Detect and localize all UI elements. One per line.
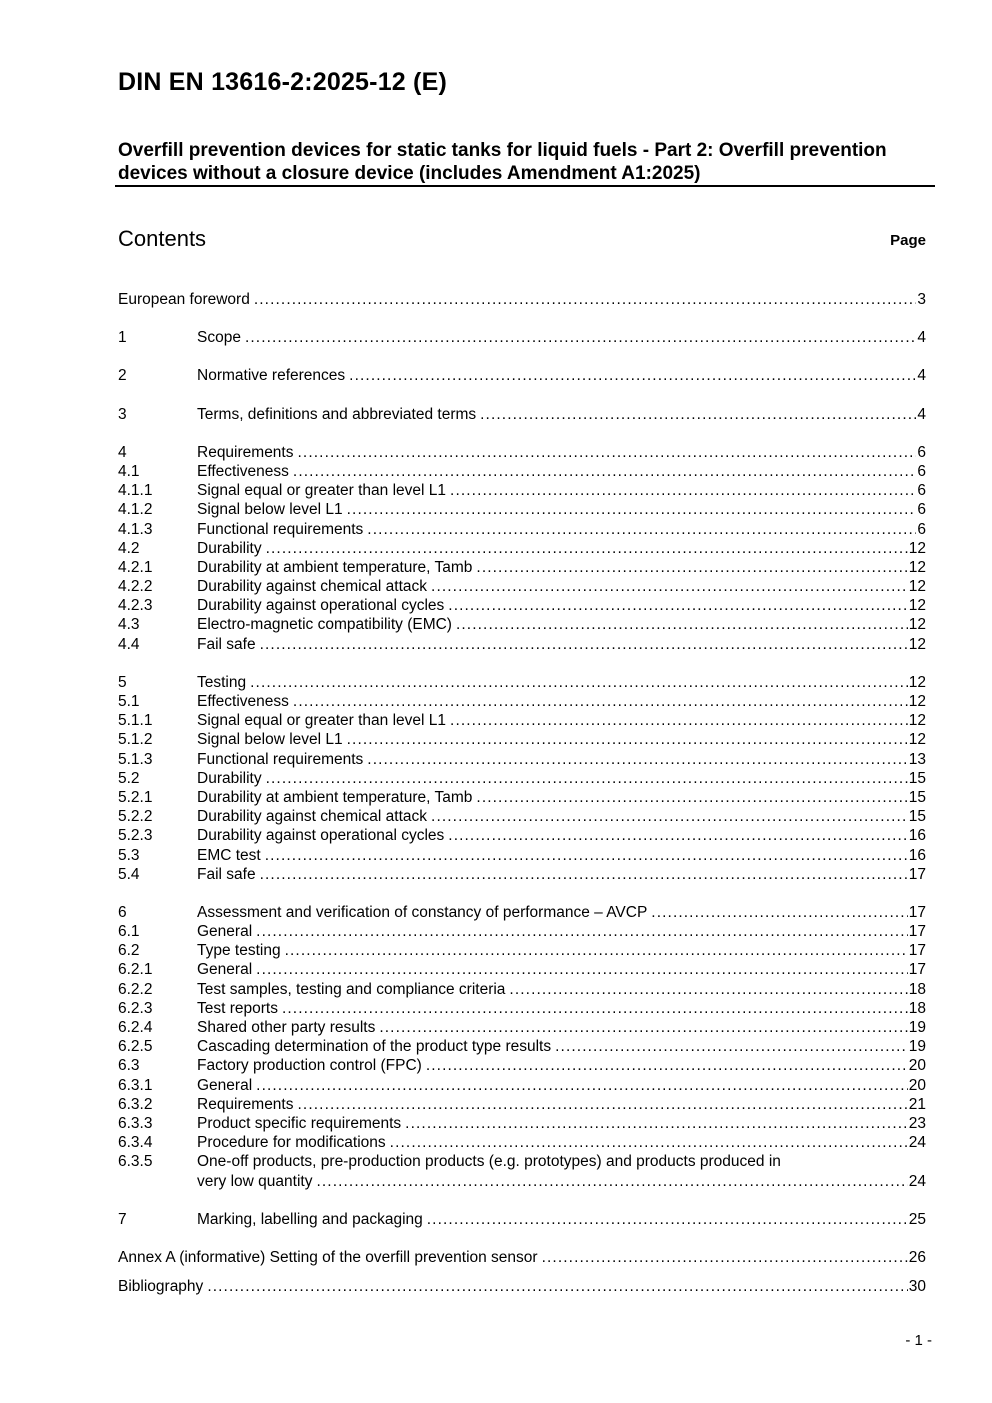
toc-entry[interactable] <box>118 462 926 481</box>
toc-dot-leader <box>448 596 907 615</box>
toc-entry[interactable] <box>118 692 926 711</box>
toc-entry[interactable] <box>118 520 926 539</box>
toc-entry[interactable] <box>118 730 926 749</box>
toc-dot-leader <box>476 788 907 807</box>
toc-entry-title: General <box>197 961 253 979</box>
toc-entry-page: 18 <box>908 999 926 1017</box>
toc-entry[interactable] <box>118 1095 926 1114</box>
toc-entry-title: Durability <box>197 769 262 787</box>
toc-dot-leader <box>367 750 907 769</box>
toc-entry-number: 4.4 <box>118 635 140 653</box>
toc-entry-title: Bibliography <box>118 1278 204 1296</box>
toc-entry-title-continued: very low quantity <box>197 1172 313 1190</box>
table-of-contents <box>118 290 926 1296</box>
toc-entry-page: 4 <box>917 405 926 423</box>
toc-entry-number: 6.3 <box>118 1057 140 1075</box>
toc-entry-number: 4 <box>118 443 127 461</box>
toc-entry-number: 5.3 <box>118 846 140 864</box>
toc-entry-page: 6 <box>917 520 926 538</box>
toc-entry[interactable] <box>118 673 926 692</box>
toc-entry[interactable] <box>118 539 926 558</box>
toc-entry-page: 21 <box>908 1095 926 1113</box>
toc-dot-leader <box>316 1172 907 1191</box>
toc-entry-title: Annex A (informative) Setting of the overfill prevention sensor <box>118 1248 538 1266</box>
toc-entry[interactable] <box>118 615 926 634</box>
toc-entry-title: Functional requirements <box>197 520 364 538</box>
title-rule <box>115 185 935 187</box>
toc-entry-number: 5.1.2 <box>118 731 153 749</box>
toc-entry-page: 19 <box>908 1019 926 1036</box>
toc-dot-leader <box>555 1037 908 1056</box>
toc-entry-page: 17 <box>908 942 926 960</box>
toc-entry-page: 17 <box>908 903 926 921</box>
toc-entry-page: 23 <box>908 1114 926 1132</box>
toc-dot-leader <box>509 980 907 999</box>
toc-dot-leader <box>250 673 908 692</box>
toc-entry[interactable] <box>118 1152 926 1190</box>
page-column-heading: Page <box>890 232 926 249</box>
toc-entry-title: Durability at ambient temperature, Tamb <box>197 788 473 806</box>
toc-entry-page: 4 <box>917 367 926 385</box>
toc-entry-title: Test samples, testing and compliance criteria <box>197 980 506 998</box>
toc-entry[interactable] <box>118 577 926 596</box>
toc-entry-number: 5.2.1 <box>118 788 153 806</box>
toc-entry-page: 20 <box>908 1076 926 1094</box>
toc-entry-page: 6 <box>917 482 926 500</box>
toc-entry[interactable] <box>118 1114 926 1133</box>
toc-entry-title: Signal below level L1 <box>197 501 343 519</box>
toc-entry-page: 25 <box>908 1210 926 1228</box>
toc-entry[interactable] <box>118 807 926 826</box>
toc-entry-number: 1 <box>118 329 127 347</box>
toc-entry[interactable] <box>118 328 926 347</box>
toc-entry[interactable] <box>118 558 926 577</box>
toc-entry-page: 12 <box>908 597 926 615</box>
toc-dot-leader <box>390 1133 908 1152</box>
toc-entry-number: 6.3.1 <box>118 1076 153 1094</box>
toc-entry-title: Fail safe <box>197 865 256 883</box>
toc-entry-number: 6.2.5 <box>118 1038 153 1056</box>
page-number: - 1 - <box>905 1332 932 1349</box>
toc-entry[interactable] <box>118 941 926 960</box>
toc-entry-number: 6.3.5 <box>118 1153 153 1171</box>
toc-entry-page: 4 <box>917 329 926 347</box>
toc-entry-number: 7 <box>118 1210 127 1228</box>
toc-entry-page: 12 <box>908 731 926 749</box>
toc-entry[interactable] <box>118 788 926 807</box>
toc-entry-title: Functional requirements <box>197 750 364 768</box>
toc-entry-title: Requirements <box>197 443 294 461</box>
toc-entry-title: EMC test <box>197 846 261 864</box>
toc-entry-title: Effectiveness <box>197 462 289 480</box>
toc-entry-page: 17 <box>908 923 926 941</box>
toc-entry-number: 4.2 <box>118 539 140 557</box>
toc-entry-number: 6.3.4 <box>118 1134 153 1152</box>
toc-entry-page: 18 <box>908 980 926 998</box>
toc-entry-title: General <box>197 1076 253 1094</box>
toc-entry-number: 4.2.3 <box>118 597 153 615</box>
toc-entry-page: 17 <box>908 961 926 979</box>
toc-entry[interactable] <box>118 1076 926 1095</box>
toc-dot-leader <box>379 1018 907 1037</box>
toc-entry-page: 17 <box>908 865 926 883</box>
document-title: Overfill prevention devices for static tanks for liquid fuels - Part 2: Overfill prevention devices without a closure device (includes Amendment A1:2025) <box>118 140 887 184</box>
toc-dot-leader <box>651 903 907 922</box>
toc-entry-page: 12 <box>908 558 926 576</box>
toc-dot-leader <box>450 481 916 500</box>
toc-dot-leader <box>266 769 908 788</box>
toc-entry-title: Test reports <box>197 999 278 1017</box>
toc-entry-number: 6.2.2 <box>118 980 153 998</box>
contents-heading: Contents <box>118 226 207 251</box>
toc-dot-leader <box>456 615 908 634</box>
toc-dot-leader <box>265 846 908 865</box>
toc-entry[interactable] <box>118 481 926 500</box>
toc-dot-leader <box>256 960 908 979</box>
toc-entry-number: 5 <box>118 673 127 691</box>
toc-entry-number: 6.3.3 <box>118 1114 153 1132</box>
toc-entry[interactable] <box>118 290 926 309</box>
toc-entry[interactable] <box>118 1056 926 1075</box>
toc-dot-leader <box>347 500 917 519</box>
toc-entry[interactable] <box>118 1133 926 1152</box>
toc-entry[interactable] <box>118 750 926 769</box>
toc-entry-number: 4.2.1 <box>118 558 153 576</box>
document-id: DIN EN 13616-2:2025-12 (E) <box>118 68 447 96</box>
toc-entry-title: Durability against operational cycles <box>197 597 445 615</box>
toc-entry-number: 6.3.2 <box>118 1095 153 1113</box>
toc-entry-number: 6.1 <box>118 923 140 941</box>
toc-dot-leader <box>266 539 908 558</box>
toc-dot-leader <box>298 1095 908 1114</box>
toc-dot-leader <box>450 711 908 730</box>
toc-dot-leader <box>405 1114 908 1133</box>
toc-entry-number: 6.2.4 <box>118 1019 153 1036</box>
toc-entry-number: 6.2.3 <box>118 999 153 1017</box>
toc-entry-page: 19 <box>908 1038 926 1056</box>
toc-entry-title: Normative references <box>197 367 346 385</box>
toc-dot-leader <box>256 1076 908 1095</box>
toc-dot-leader <box>431 577 908 596</box>
toc-entry[interactable] <box>118 500 926 519</box>
toc-entry-page: 12 <box>908 578 926 596</box>
toc-entry[interactable] <box>118 1037 926 1056</box>
toc-entry-page: 12 <box>908 712 926 730</box>
toc-entry-number: 5.4 <box>118 865 140 883</box>
toc-entry-number: 2 <box>118 367 127 385</box>
toc-entry-title: Signal equal or greater than level L1 <box>197 712 447 730</box>
toc-entry-title: Factory production control (FPC) <box>197 1057 422 1075</box>
toc-dot-leader <box>367 520 916 539</box>
toc-entry-number: 6.2 <box>118 942 140 960</box>
toc-entry-title: Signal below level L1 <box>197 731 343 749</box>
toc-entry-number: 6.2.1 <box>118 961 153 979</box>
toc-entry[interactable] <box>118 922 926 941</box>
toc-entry-title: Requirements <box>197 1095 294 1113</box>
toc-dot-leader <box>282 999 908 1018</box>
toc-entry-number: 5.2.2 <box>118 808 153 826</box>
toc-entry[interactable] <box>118 366 926 385</box>
toc-entry[interactable] <box>118 1277 926 1296</box>
toc-entry-title: Type testing <box>197 942 281 960</box>
toc-dot-leader <box>254 290 917 309</box>
toc-entry-number: 4.1.1 <box>118 482 153 500</box>
toc-entry-title: Scope <box>197 329 241 347</box>
toc-dot-leader <box>293 462 916 481</box>
toc-entry-title: Effectiveness <box>197 693 289 710</box>
toc-entry-number: 4.1.3 <box>118 520 153 538</box>
toc-entry-title: Testing <box>197 673 247 691</box>
toc-entry-page: 16 <box>908 827 926 845</box>
toc-entry[interactable] <box>118 865 926 884</box>
toc-entry-page: 6 <box>917 443 926 461</box>
toc-entry[interactable] <box>118 596 926 615</box>
toc-dot-leader <box>260 865 908 884</box>
toc-dot-leader <box>245 328 916 347</box>
toc-entry-title: Fail safe <box>197 635 256 653</box>
toc-entry[interactable] <box>118 1248 926 1267</box>
toc-entry-number: 5.1.3 <box>118 750 153 768</box>
toc-entry-title: Durability against chemical attack <box>197 578 428 596</box>
toc-entry-page: 30 <box>908 1278 926 1296</box>
toc-entry-number: 4.2.2 <box>118 578 153 596</box>
toc-dot-leader <box>256 922 908 941</box>
toc-entry[interactable] <box>118 903 926 922</box>
toc-entry-page: 12 <box>908 635 926 653</box>
toc-entry[interactable] <box>118 769 926 788</box>
toc-entry-number: 5.2 <box>118 769 140 787</box>
toc-entry-title: Shared other party results <box>197 1019 376 1036</box>
toc-entry-page: 6 <box>917 501 926 519</box>
toc-entry-number: 5.2.3 <box>118 827 153 845</box>
toc-entry-page: 6 <box>917 462 926 480</box>
toc-entry[interactable] <box>118 1018 926 1037</box>
toc-entry-number: 4.3 <box>118 616 140 634</box>
toc-entry-page: 15 <box>908 788 926 806</box>
toc-entry-title: Product specific requirements <box>197 1114 402 1132</box>
toc-entry[interactable] <box>118 846 926 865</box>
toc-entry-page: 15 <box>908 769 926 787</box>
toc-entry[interactable] <box>118 1210 926 1229</box>
toc-entry-page: 16 <box>908 846 926 864</box>
toc-dot-leader <box>260 635 908 654</box>
toc-entry-page: 20 <box>908 1057 926 1075</box>
toc-entry[interactable] <box>118 711 926 730</box>
toc-entry-page: 24 <box>908 1134 926 1152</box>
toc-entry-page: 12 <box>908 673 926 691</box>
toc-dot-leader <box>448 826 907 845</box>
toc-entry[interactable] <box>118 443 926 462</box>
toc-entry-number: 3 <box>118 405 127 423</box>
toc-entry-number: 6 <box>118 903 127 921</box>
toc-entry-page: 13 <box>908 750 926 768</box>
toc-entry-page: 24 <box>908 1172 926 1190</box>
toc-entry-page: 15 <box>908 808 926 826</box>
toc-dot-leader <box>542 1248 908 1267</box>
toc-dot-leader <box>476 558 907 577</box>
toc-entry[interactable] <box>118 960 926 979</box>
toc-entry-title: Electro-magnetic compatibility (EMC) <box>197 616 452 634</box>
toc-dot-leader <box>349 366 916 385</box>
toc-entry-number: 4.1.2 <box>118 501 153 519</box>
toc-entry-number: 5.1.1 <box>118 712 153 730</box>
toc-dot-leader <box>426 1056 908 1075</box>
toc-dot-leader <box>207 1277 907 1296</box>
toc-entry-title: Signal equal or greater than level L1 <box>197 482 447 500</box>
toc-dot-leader <box>347 730 908 749</box>
toc-entry[interactable] <box>118 980 926 999</box>
toc-entry-title: Terms, definitions and abbreviated terms <box>197 405 477 423</box>
toc-entry-page: 12 <box>908 693 926 710</box>
toc-entry-page: 12 <box>908 616 926 634</box>
toc-entry-page: 26 <box>908 1248 926 1266</box>
toc-entry-title: Durability against chemical attack <box>197 808 428 826</box>
toc-entry[interactable] <box>118 405 926 424</box>
toc-entry-number: 4.1 <box>118 462 140 480</box>
toc-entry-title: European foreword <box>118 291 250 308</box>
toc-entry-title: Assessment and verification of constancy of performance – AVCP <box>197 903 648 921</box>
toc-entry-title: Durability at ambient temperature, Tamb <box>197 558 473 576</box>
toc-entry-title: General <box>197 923 253 941</box>
toc-entry-title: One-off products, pre-production products (e.g. prototypes) and products produced in <box>197 1153 781 1171</box>
toc-entry[interactable] <box>118 635 926 654</box>
toc-entry-page: 3 <box>917 291 926 308</box>
toc-dot-leader <box>480 405 916 424</box>
toc-dot-leader <box>298 443 917 462</box>
toc-entry-title: Procedure for modifications <box>197 1134 386 1152</box>
toc-entry-number: 5.1 <box>118 693 140 710</box>
toc-entry[interactable] <box>118 999 926 1018</box>
toc-dot-leader <box>293 692 908 711</box>
toc-entry-title: Durability <box>197 539 262 557</box>
toc-dot-leader <box>427 1210 908 1229</box>
toc-entry-page: 12 <box>908 539 926 557</box>
toc-entry[interactable] <box>118 826 926 845</box>
toc-entry-title: Marking, labelling and packaging <box>197 1210 423 1228</box>
toc-dot-leader <box>431 807 908 826</box>
toc-entry-title: Durability against operational cycles <box>197 827 445 845</box>
toc-dot-leader <box>285 941 908 960</box>
toc-entry-title: Cascading determination of the product type results <box>197 1038 552 1056</box>
